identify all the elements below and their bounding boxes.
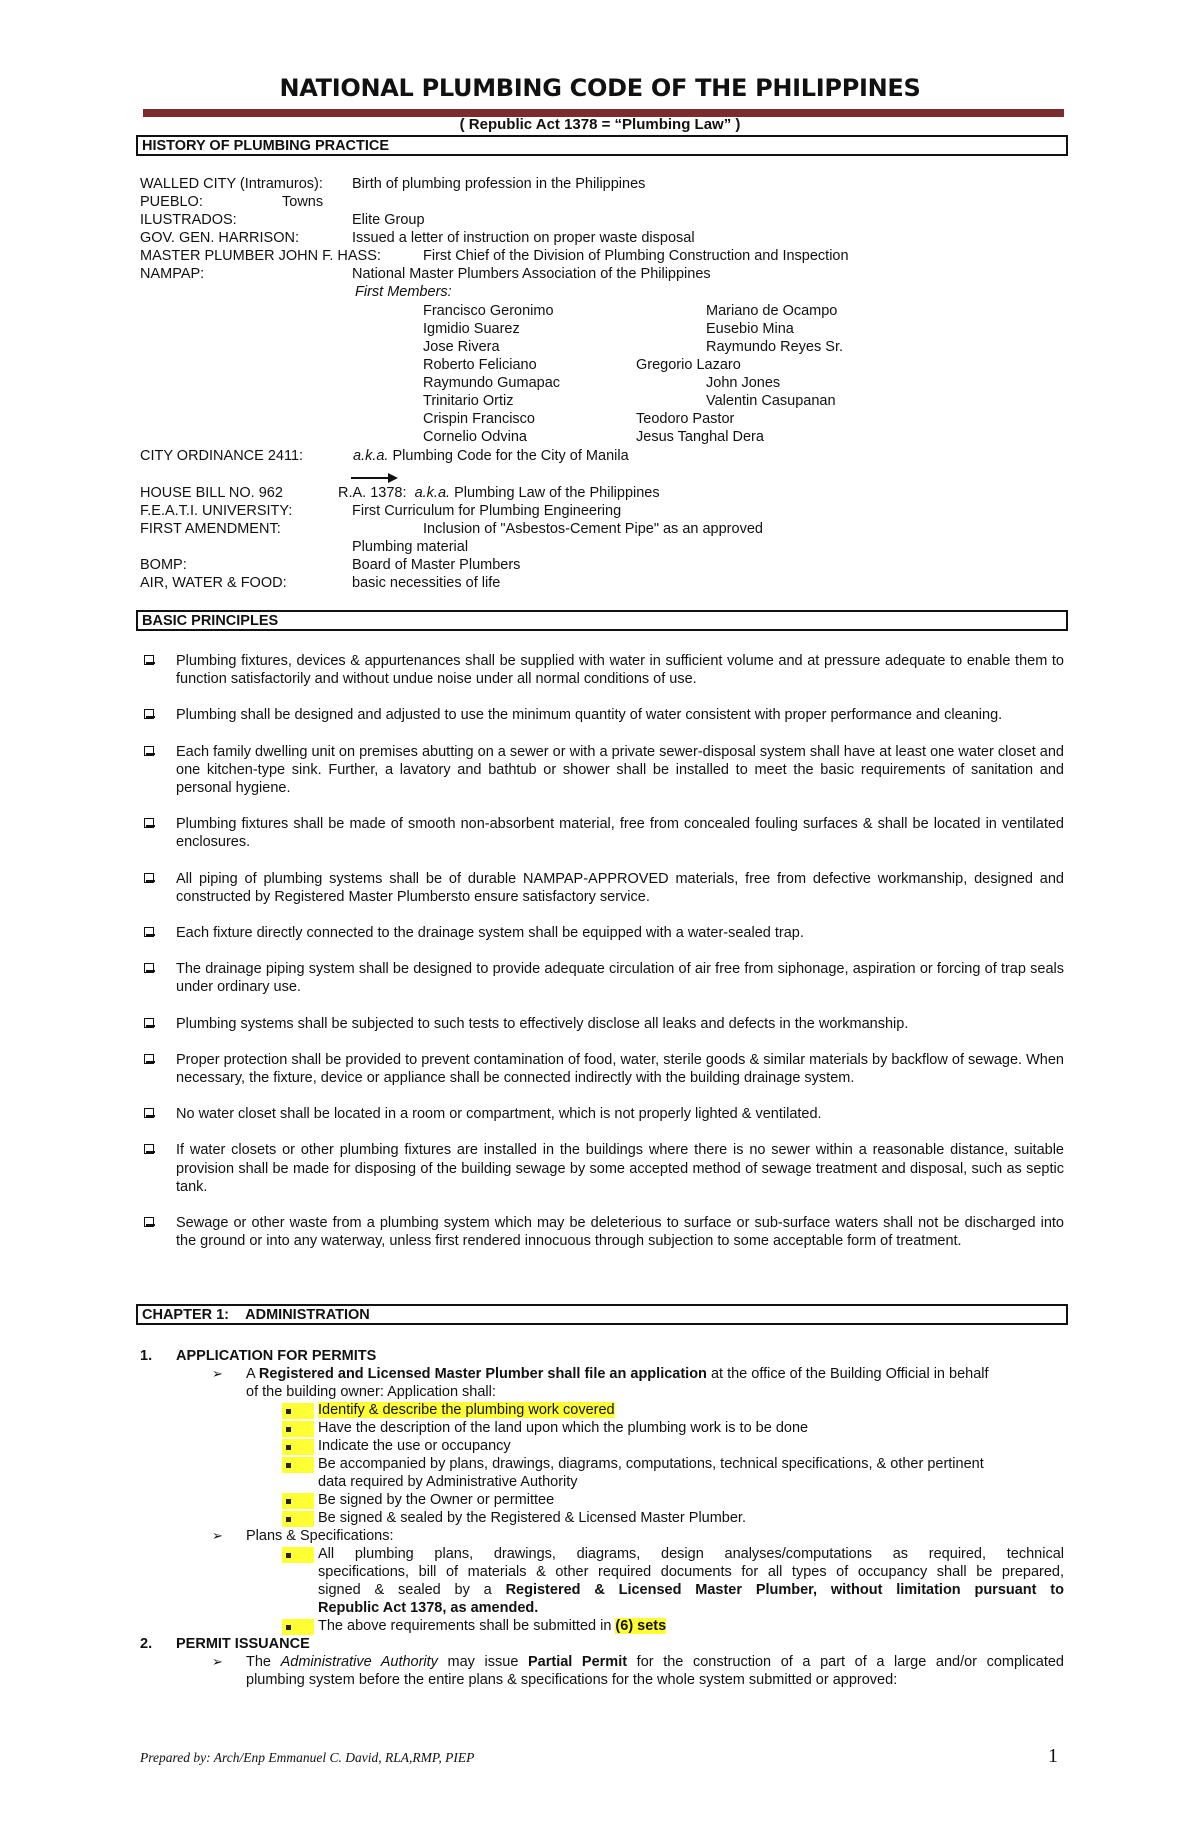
- square-bullet-icon: [282, 1511, 314, 1527]
- list-item: Proper protection shall be provided to prevent contamination of food, water, sterile goods & similar materials by backflow of sewage. When necessary, the fixture, device or appliance shall be connected indirectly with the building drainage system.: [140, 1051, 1064, 1087]
- ra-label: R.A. 1378:: [338, 485, 407, 501]
- list-item: Plumbing fixtures, devices & appurtenances shall be supplied with water in sufficient volume and at pressure adequate to enable them to function satisfactorily and without undue noise under all normal conditions of use.: [140, 652, 1064, 688]
- checkbox-bullet-icon: [144, 709, 154, 719]
- checkbox-bullet-icon: [144, 873, 154, 883]
- first-members-label: First Members:: [355, 284, 452, 300]
- section-title: PERMIT ISSUANCE: [176, 1636, 310, 1652]
- list-item: Each family dwelling unit on premises abutting on a sewer or with a private sewer-disposal system shall have at least one water closet and one kitchen-type sink. Further, a lavatory and bathtub or shower shall be installed to meet the basic requirements of sanitation and personal hygiene.: [140, 743, 1064, 798]
- history-desc: National Master Plumbers Association of the Philippines: [352, 266, 711, 282]
- history-term: PUEBLO:: [140, 194, 203, 210]
- list-item: Have the description of the land upon which the plumbing work is to be done: [318, 1420, 809, 1436]
- permit-paragraph: The Administrative Authority may issue Partial Permit for the construction of a part of a large and/or complicated plumbing system before the entire plans & specifications for the whole system submitted or approved:: [246, 1654, 1064, 1688]
- square-bullet-icon: [282, 1457, 314, 1473]
- member-name: Roberto Feliciano: [423, 357, 537, 373]
- arrow-right-icon: [350, 471, 400, 485]
- amendment-desc: Inclusion of "Asbestos-Cement Pipe" as an approved: [423, 521, 763, 537]
- principles-heading: BASIC PRINCIPLES: [136, 610, 1068, 631]
- checkbox-bullet-icon: [144, 1217, 154, 1227]
- member-name: Gregorio Lazaro: [636, 357, 741, 373]
- ordinance-aka: a.k.a.: [353, 448, 389, 464]
- chapter-title: ADMINISTRATION: [245, 1307, 370, 1323]
- list-item: Plumbing shall be designed and adjusted to use the minimum quantity of water consistent with proper performance and cleaning.: [140, 706, 1064, 724]
- member-name: Mariano de Ocampo: [706, 303, 838, 319]
- list-item-cont: data required by Administrative Authority: [318, 1474, 578, 1490]
- list-item: Sewage or other waste from a plumbing system which may be deleterious to surface or sub-surface waters shall not be discharged into the ground or into any waterway, unless first rendered innocuous through subjection to some acceptable form of treatment.: [140, 1214, 1064, 1250]
- ordinance-desc: [353, 447, 629, 465]
- member-name: Crispin Francisco: [423, 411, 535, 427]
- member-name: Teodoro Pastor: [636, 411, 735, 427]
- ra-desc: Plumbing Law of the Philippines: [454, 485, 660, 501]
- page-title: NATIONAL PLUMBING CODE OF THE PHILIPPINES: [279, 74, 921, 102]
- awf-term: AIR, WATER & FOOD:: [140, 575, 287, 591]
- application-text-cont: of the building owner: Application shall:: [246, 1384, 496, 1400]
- member-name: John Jones: [706, 375, 781, 391]
- history-term: GOV. GEN. HARRISON:: [140, 230, 299, 246]
- square-bullet-icon: [282, 1439, 314, 1455]
- list-item: Be accompanied by plans, drawings, diagrams, computations, technical specifications, & other pertinent: [318, 1456, 984, 1472]
- list-item: Indicate the use or occupancy: [318, 1438, 511, 1454]
- history-desc: First Chief of the Division of Plumbing Construction and Inspection: [423, 248, 849, 264]
- checkbox-bullet-icon: [144, 746, 154, 756]
- checkbox-bullet-icon: [144, 1018, 154, 1028]
- housebill-term: HOUSE BILL NO. 962: [140, 485, 283, 501]
- member-name: Trinitario Ortiz: [423, 393, 514, 409]
- checkbox-bullet-icon: [144, 927, 154, 937]
- checkbox-bullet-icon: [144, 1108, 154, 1118]
- list-item: Be signed & sealed by the Registered & Licensed Master Plumber.: [318, 1510, 746, 1526]
- checkbox-bullet-icon: [144, 963, 154, 973]
- member-name: Jose Rivera: [423, 339, 500, 355]
- square-bullet-icon: [282, 1493, 314, 1509]
- history-desc: Towns: [282, 194, 324, 210]
- ordinance-text: Plumbing Code for the City of Manila: [392, 448, 629, 464]
- feati-desc: First Curriculum for Plumbing Engineering: [352, 503, 622, 519]
- member-name: Jesus Tanghal Dera: [636, 429, 764, 445]
- history-term: MASTER PLUMBER JOHN F. HASS:: [140, 248, 381, 264]
- history-desc: Issued a letter of instruction on proper waste disposal: [352, 230, 695, 246]
- arrowhead-bullet-icon: ➢: [212, 1366, 223, 1381]
- checkbox-bullet-icon: [144, 1054, 154, 1064]
- square-bullet-icon: [282, 1403, 314, 1419]
- member-name: Francisco Geronimo: [423, 303, 554, 319]
- member-name: Valentin Casupanan: [706, 393, 836, 409]
- square-bullet-icon: [282, 1619, 314, 1635]
- member-name: Eusebio Mina: [706, 321, 794, 337]
- page-subtitle: ( Republic Act 1378 = “Plumbing Law” ): [459, 116, 741, 133]
- page-number: 1: [1048, 1745, 1058, 1767]
- arrowhead-bullet-icon: ➢: [212, 1528, 223, 1543]
- checkbox-bullet-icon: [144, 818, 154, 828]
- checkbox-bullet-icon: [144, 1144, 154, 1154]
- list-item: All piping of plumbing systems shall be of durable NAMPAP-APPROVED materials, free from defective workmanship, designed and constructed by Registered Master Plumbersto ensure satisfactory service.: [140, 870, 1064, 906]
- history-desc: Elite Group: [352, 212, 425, 228]
- member-name: Raymundo Gumapac: [423, 375, 561, 391]
- list-item: Be signed by the Owner or permittee: [318, 1492, 555, 1508]
- member-name: Igmidio Suarez: [423, 321, 520, 337]
- list-item: If water closets or other plumbing fixtures are installed in the buildings where there is no sewer within a reasonable distance, suitable provision shall be made for disposing of the building sewage by some accepted method of sewage treatment and disposal, such as septic tank.: [140, 1141, 1064, 1196]
- square-bullet-icon: [282, 1421, 314, 1437]
- history-term: NAMPAP:: [140, 266, 205, 282]
- plans-label: Plans & Specifications:: [246, 1528, 394, 1544]
- list-item: Each fixture directly connected to the drainage system shall be equipped with a water-sealed trap.: [140, 924, 1064, 942]
- principles-list: [140, 652, 1064, 1268]
- list-item: Identify & describe the plumbing work covered: [318, 1402, 615, 1418]
- feati-term: F.E.A.T.I. UNIVERSITY:: [140, 503, 293, 519]
- amendment-desc-cont: Plumbing material: [352, 539, 469, 555]
- plans-paragraph: All plumbing plans, drawings, diagrams, design analyses/computations as required, technical specifications, bill of materials & other required documents for all types of occupancy shall be prepared, signed & sealed by a Registered & Licensed Master Plumber, without limitation pursuant to Republic Act 1378, as amended.: [318, 1546, 1064, 1616]
- member-name: Raymundo Reyes Sr.: [706, 339, 844, 355]
- history-term: WALLED CITY (Intramuros):: [140, 176, 323, 192]
- arrowhead-bullet-icon: ➢: [212, 1654, 223, 1669]
- awf-desc: basic necessities of life: [352, 575, 501, 591]
- history-heading: HISTORY OF PLUMBING PRACTICE: [136, 135, 1068, 156]
- list-item: Plumbing fixtures shall be made of smooth non-absorbent material, free from concealed fouling surfaces & shall be located in ventilated enclosures.: [140, 815, 1064, 851]
- section-title: APPLICATION FOR PERMITS: [176, 1348, 377, 1364]
- list-item: No water closet shall be located in a room or compartment, which is not properly lighted & ventilated.: [140, 1105, 1064, 1123]
- history-desc: Birth of plumbing profession in the Philippines: [352, 176, 646, 192]
- submit-line: The above requirements shall be submitted in (6) sets: [318, 1618, 667, 1634]
- section-number: 2.: [140, 1636, 153, 1652]
- chapter-heading: [136, 1304, 1068, 1325]
- bomp-desc: Board of Master Plumbers: [352, 557, 521, 573]
- list-item: Plumbing systems shall be subjected to such tests to effectively disclose all leaks and defects in the workmanship.: [140, 1015, 1064, 1033]
- prepared-by: Prepared by: Arch/Enp Emmanuel C. David, RLA,RMP, PIEP: [140, 1750, 475, 1765]
- ra-aka: a.k.a.: [414, 485, 451, 501]
- checkbox-bullet-icon: [144, 655, 154, 665]
- square-bullet-icon: [282, 1547, 314, 1563]
- ordinance-term: CITY ORDINANCE 2411:: [140, 448, 304, 464]
- application-text: A Registered and Licensed Master Plumber shall file an application at the office of the Building Official in behalf: [246, 1366, 989, 1382]
- section-number: 1.: [140, 1348, 153, 1364]
- list-item: The drainage piping system shall be designed to provide adequate circulation of air free from siphonage, aspiration or forcing of trap seals under ordinary use.: [140, 960, 1064, 996]
- member-name: Cornelio Odvina: [423, 429, 527, 445]
- bomp-term: BOMP:: [140, 557, 187, 573]
- history-term: ILUSTRADOS:: [140, 212, 237, 228]
- amendment-term: FIRST AMENDMENT:: [140, 521, 281, 537]
- chapter-number: CHAPTER 1:: [142, 1307, 230, 1323]
- ra-line: [338, 484, 660, 502]
